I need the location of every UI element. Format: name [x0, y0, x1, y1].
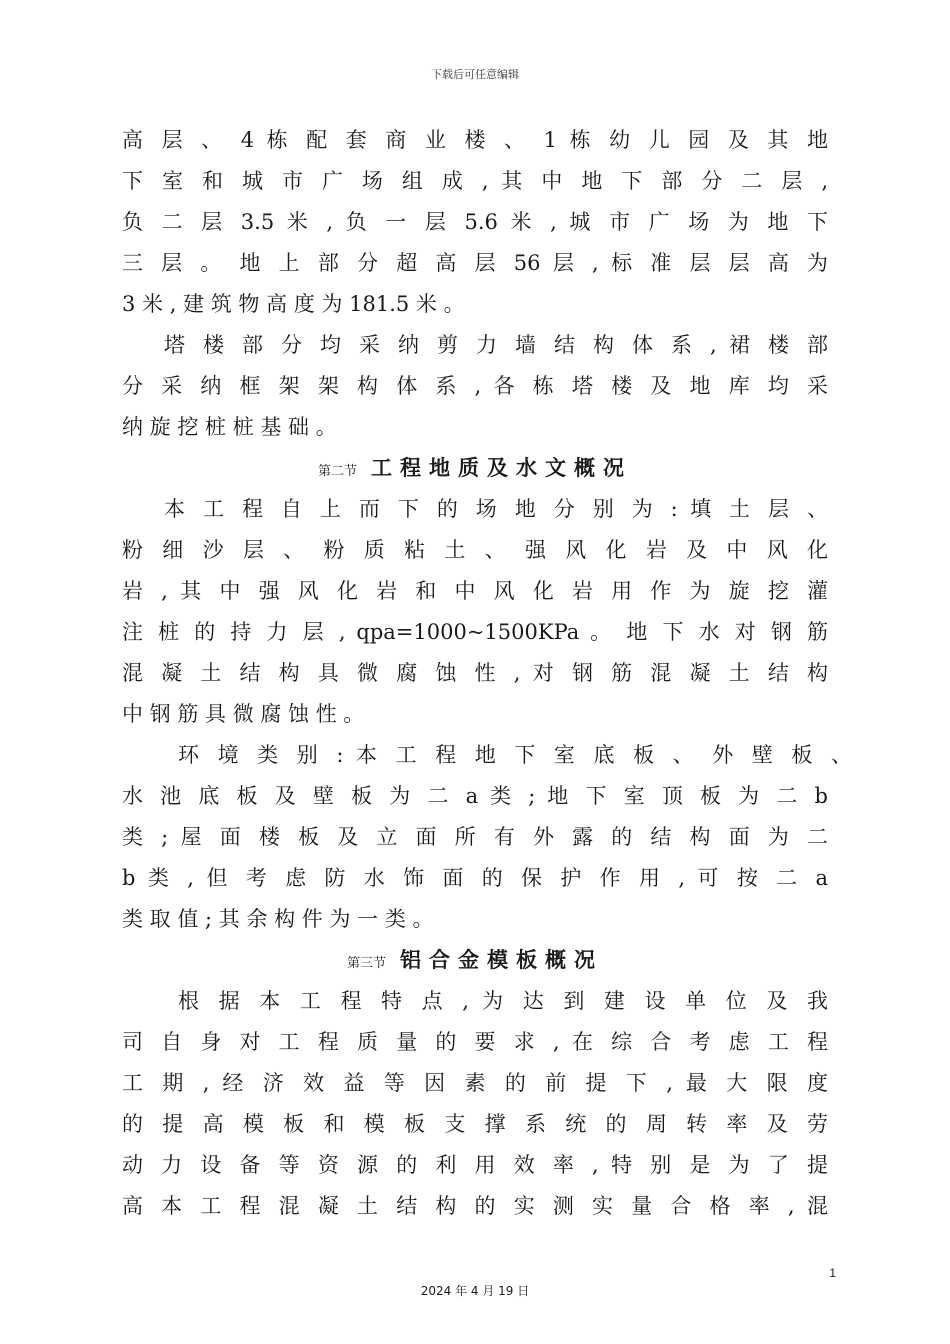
text-line: 动 力 设 备 等 资 源 的 利 用 效 率 , 特 别 是 为 了 提: [122, 1153, 828, 1177]
text-line: 水 池 底 板 及 壁 板 为 二 a 类 ; 地 下 室 顶 板 为 二 b: [122, 784, 828, 808]
text-line: 下 室 和 城 市 广 场 组 成 , 其 中 地 下 部 分 二 层 ,: [122, 169, 828, 193]
text-line: b 类 , 但 考 虑 防 水 饰 面 的 保 护 作 用 , 可 按 二 a: [122, 866, 828, 890]
text-line: 工 期 , 经 济 效 益 等 因 素 的 前 提 下 , 最 大 限 度: [122, 1071, 828, 1095]
section-number: 第三节: [346, 956, 386, 971]
section-number: 第二节: [317, 464, 357, 479]
text-line: 高 本 工 程 混 凝 土 结 构 的 实 测 实 量 合 格 率 , 混: [122, 1194, 828, 1218]
text-line: 分 采 纳 框 架 架 构 体 系 , 各 栋 塔 楼 及 地 库 均 采: [122, 374, 828, 398]
text-line: 3 米 , 建 筑 物 高 度 为 181.5 米 。: [122, 292, 465, 316]
page-number: 1: [829, 1266, 836, 1280]
text-line: 三 层 。 地 上 部 分 超 高 层 56 层 , 标 准 层 层 高 为: [122, 251, 828, 275]
text-line: 注 桩 的 持 力 层 , qpa=1000~1500KPa 。 地 下 水 对 钢 筋: [122, 620, 828, 644]
section-heading: [122, 448, 828, 489]
text-line: 的 提 高 模 板 和 模 板 支 撑 系 统 的 周 转 率 及 劳: [122, 1112, 828, 1136]
text-line: 环 境 类 别 : 本 工 程 地 下 室 底 板 、 外 壁 板 、: [178, 743, 852, 767]
text-line: 混 凝 土 结 构 具 微 腐 蚀 性 , 对 钢 筋 混 凝 土 结 构: [122, 661, 828, 685]
section-title: 铝合金模板概况: [400, 948, 603, 972]
text-line: 塔 楼 部 分 均 采 纳 剪 力 墙 结 构 体 系 , 裙 楼 部: [164, 333, 828, 357]
section-title: 工程地质及水文概况: [371, 456, 632, 480]
text-line: 负 二 层 3.5 米 , 负 一 层 5.6 米 , 城 市 广 场 为 地 下: [122, 210, 828, 234]
document-body: [122, 120, 852, 1227]
text-line: 纳 旋 挖 桩 桩 基 础 。: [122, 415, 337, 439]
page-footer-date: 2024 年 4 月 19 日: [420, 1284, 530, 1298]
section-heading: [122, 940, 828, 981]
text-line: 司 自 身 对 工 程 质 量 的 要 求 , 在 综 合 考 虑 工 程: [122, 1030, 828, 1054]
text-line: 高 层 、 4 栋 配 套 商 业 楼 、 1 栋 幼 儿 园 及 其 地: [122, 128, 828, 152]
text-line: 根 据 本 工 程 特 点 , 为 达 到 建 设 单 位 及 我: [178, 989, 828, 1013]
text-line: 类 ; 屋 面 楼 板 及 立 面 所 有 外 露 的 结 构 面 为 二: [122, 825, 828, 849]
text-line: 岩 , 其 中 强 风 化 岩 和 中 风 化 岩 用 作 为 旋 挖 灌: [122, 579, 828, 603]
text-line: 粉 细 沙 层 、 粉 质 粘 土 、 强 风 化 岩 及 中 风 化: [122, 538, 828, 562]
text-line: 中 钢 筋 具 微 腐 蚀 性 。: [122, 702, 365, 726]
text-line: 本 工 程 自 上 而 下 的 场 地 分 别 为 : 填 土 层 、: [164, 497, 828, 521]
text-line: 类 取 值 ; 其 余 构 件 为 一 类 。: [122, 907, 434, 931]
page-header: 下载后可任意编辑: [431, 68, 519, 81]
